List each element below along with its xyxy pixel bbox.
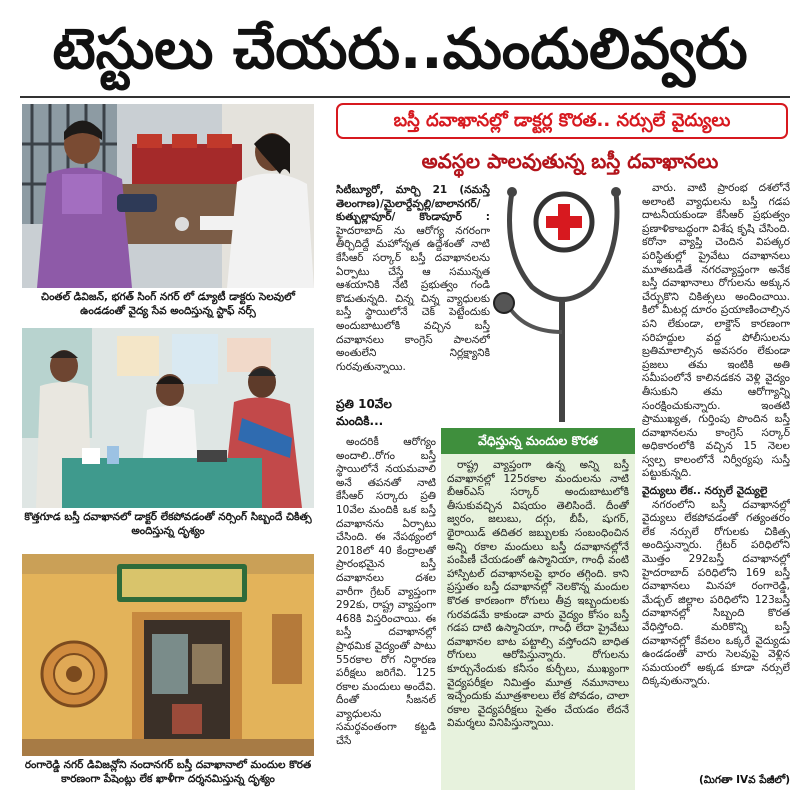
- article-subhead: ప్రతి 10వేల మందికి...: [336, 397, 392, 428]
- article-intro-column: [336, 184, 490, 392]
- continued-note: (మిగతా IVవ పేజీలో): [698, 774, 790, 786]
- photo-2-caption: కొత్తగూడ బస్తీ దవాఖానలో డాక్టర్ లేకపోవడంతో నర్సింగ్ సిబ్బందే చికిత్స అందిస్తున్న దృశ్యం: [24, 511, 312, 537]
- photo-empty-dispensary: [22, 554, 314, 756]
- right-paragraph-1: వారు. వాటి ప్రారంభ దశలోనే అలాంటి వ్యాధులను బస్తీ గడప దాటనీయకుండా కేసీఆర్ ప్రభుత్వం ప్రణాళికాబద్ధంగా విశేష కృషి చేసింది. కరోనా వ్యాప్తి చెందిన విపత్కర పరిస్థితుల్లో ప్రైవేటు దవాఖానలు మూతబడితే నగరవ్యాప్తంగా అనేక బస్తీ దవాఖానాలు రోగులను అక్కున చేర్చుకొని చికిత్సలు అందించాయి. కిలో మీటర్ల దూరం ప్రయాణించాల్సిన పని లేకుండా, లాక్డౌన్ కారణంగా సరిహద్దుల వద్ద పోలీసులను బ్రతిమాలాల్సిన అవసరం లేకుండా ప్రజలు తమ ఇంటికి అతి సమీపంలోనే కాలినడకన వెళ్లి వైద్యం తీసుకుని తమ ఆరోగ్యాన్ని సంరక్షించుకున్నారు. ఇంతటి ప్రాముఖ్యత, గుర్తింపు పొందిన బస్తీ దవాఖానలను కాంగ్రెస్ సర్కార్ అధికారంలోకి వచ్చిన 15 నెలల స్వల్ప కాలంలోనే నిర్వీర్యపు సుస్తీ పట్టుకున్నది.: [642, 182, 790, 480]
- subheadline-banner: బస్తీ దవాఖానల్లో డాక్టర్ల కొరత.. నర్సులే వైద్యులు: [336, 103, 788, 139]
- box-body: [447, 459, 629, 783]
- photo-nurse-bp-check: [22, 104, 314, 288]
- right-paragraph-2: నగరంలోని బస్తీ దవాఖానల్లో వైద్యులు లేకపోవడంతో గత్యంతరం లేక నర్సులే రోగులకు చికిత్స అందిస్తున్నారు. గ్రేటర్ పరిధిలోని మొత్తం 292బస్తీ దవాఖానల్లో హైదరాబాద్ పరిధిలోని 169 బస్తీ దవాఖానలు మినహా రంగారెడ్డి, మేడ్చల్ జిల్లాల పరిధిలోని 123బస్తీ దవాఖానల్లో సిబ్బంది కొరత వేధిస్తోంది. మరికొన్ని బస్తీ దవాఖానల్లో కేవలం ఒక్కరే వైద్యుడు ఉండడంతో వారు సెలవుపై వెళ్లిన సమయంలో అక్కడ కూడా నర్సులే దిక్కవుతున్నారు.: [642, 498, 790, 688]
- page-headline: టెస్టులు చేయరు..మందులివ్వరు: [52, 17, 748, 82]
- photo-1-image: [22, 104, 314, 288]
- article-right-column: [642, 182, 790, 768]
- stethoscope-graphic: [492, 182, 638, 428]
- headline-rule: [20, 96, 790, 98]
- right-subhead: వైద్యులు లేక.. నర్సులే వైద్యులై: [642, 485, 768, 498]
- box-body-text: రాష్ట్ర వ్యాప్తంగా ఉన్న అన్ని బస్తీ దవాఖానల్లో 125రకాల మందులను నాటి బీఆర్ఎస్ సర్కార్ అందుబాటులోకి తీసుకువచ్చిన విషయం తెలిసిందే. దీంతో జ్వరం, జలుబు, దగ్గు, బీపీ, షుగర్, థైరాయిడ్ తదితర జబ్బులకు సంబంధించిన అన్ని రకాల మందులు బస్తీ దవాఖానల్లోనే పంపిణీ చేయడంతో ఉస్మానియా, గాంధీ వంటి హాస్పిటల్ దవాఖానలపై భారం తగ్గింది. కాని ప్రస్తుతం బస్తీ దవాఖానల్లో నెలకొన్న మందుల కొరత కారణంగా రోగులు తీవ్ర ఇబ్బందులకు గురవడమే కాకుండా వారు వైద్యం కోసం బస్తీ గడప దాటి ఉస్మానియా, గాంధీ లేదా ప్రైవేటు దవాఖానల బాట పట్టాల్సి వస్తోందని బాధిత రోగులు ఆరోపిస్తున్నారు. రోగులను కూర్చునేందుకు కనీసం కుర్చీలు, ముఖ్యంగా వైద్యపరీక్షల నిమిత్తం మూత్ర నమూనాలు ఇచ్చేందుకు మూత్రశాలలు లేక పోవడం, చాలా రకాల వైద్యపరీక్షలు సైతం చేయడం లేదనే విమర్శలు వినిపిస్తున్నాయి.: [447, 459, 629, 730]
- article-body-text: అందరికీ ఆరోగ్యం అందాలి..రోగం బస్తీ స్థాయిలోనే నయమవాలి అనే తపనతో నాటి కేసీఆర్ సర్కారు ప్రతి 10వేల మందికి ఒక బస్తీ దవాఖానను ఏర్పాటు చేసింది. ఈ నేపథ్యంలో 2018లో 40 కేంద్రాలతో ప్రారంభమైన బస్తీ దవాఖానలు దశల వారీగా గ్రేటర్ వ్యాప్తంగా 292కు, రాష్ట్ర వ్యాప్తంగా 468కి విస్తరించాయి. ఈ బస్తీ దవాఖానల్లో ప్రాథమిక వైద్యంతో పాటు 55రకాల రోగ నిర్ధారణ పరీక్షలు జరిగేవి. 125 రకాల మందులు అందేవి. దీంతో సీజనల్ వ్యాధులను సమర్థవంతంగా కట్టడి చేసే: [336, 436, 436, 748]
- article-dateline: సిటీబ్యూరో, మార్చి 21 (నమస్తే తెలంగాణ)/మైలార్దేవ్పల్లి/బాలానగర్/కుత్బుల్లాపూర్/ కొండాపూర్ :: [336, 184, 490, 224]
- photo-1-caption: చింతల్ డివిజన్, భగత్ సింగ్ నగర్ లో డ్యూటీ డాక్టరు సెలవులో ఉండడంతో వైద్య సేవ అందిస్తున్న స్టాఫ్ నర్స్: [41, 291, 295, 317]
- article-intro-text: హైదరాబాద్ ను ఆరోగ్య నగరంగా తీర్చిదిద్దే మహోన్నత ఉద్దేశంతో నాటి కేసీఆర్ సర్కార్ బస్తీ దవాఖానలను ఏర్పాటు చేస్తే ఆ సమున్నత ఆశయానికి నేటి ప్రభుత్వం గండి కొడుతున్నది. చిన్న చిన్న వ్యాధులకు బస్తీ స్థాయిలోనే చెక్ పెట్టేందుకు అందుబాటులోకి వచ్చిన బస్తీ దవాఖానలు కాంగ్రెస్ పాలనలో అంతులేని నిర్లక్ష్యానికి గురవుతున్నాయి.: [336, 224, 490, 373]
- kicker-headline: అవస్థల పాలవుతున్న బస్తీ దవాఖానలు: [421, 149, 719, 173]
- stethoscope-red-cross-icon: [492, 182, 638, 428]
- photo-3-caption: రంగారెడ్డి నగర్ డివిజన్లోని నందానగర్ బస్తీ దవాఖానాలో మందుల కొరత కారణంగా పేషెంట్లు లేక ఖాళీగా దర్శనమిస్తున్న దృశ్యం: [24, 759, 312, 785]
- box-title: వేధిస్తున్న మందుల కొరత: [441, 428, 635, 454]
- sidebar-box-medicine-shortage: [441, 428, 635, 790]
- photo-3-image: [22, 554, 314, 756]
- photo-2-image: [22, 328, 314, 508]
- photo-nursing-staff-treatment: [22, 328, 314, 508]
- article-body-column: [336, 436, 436, 786]
